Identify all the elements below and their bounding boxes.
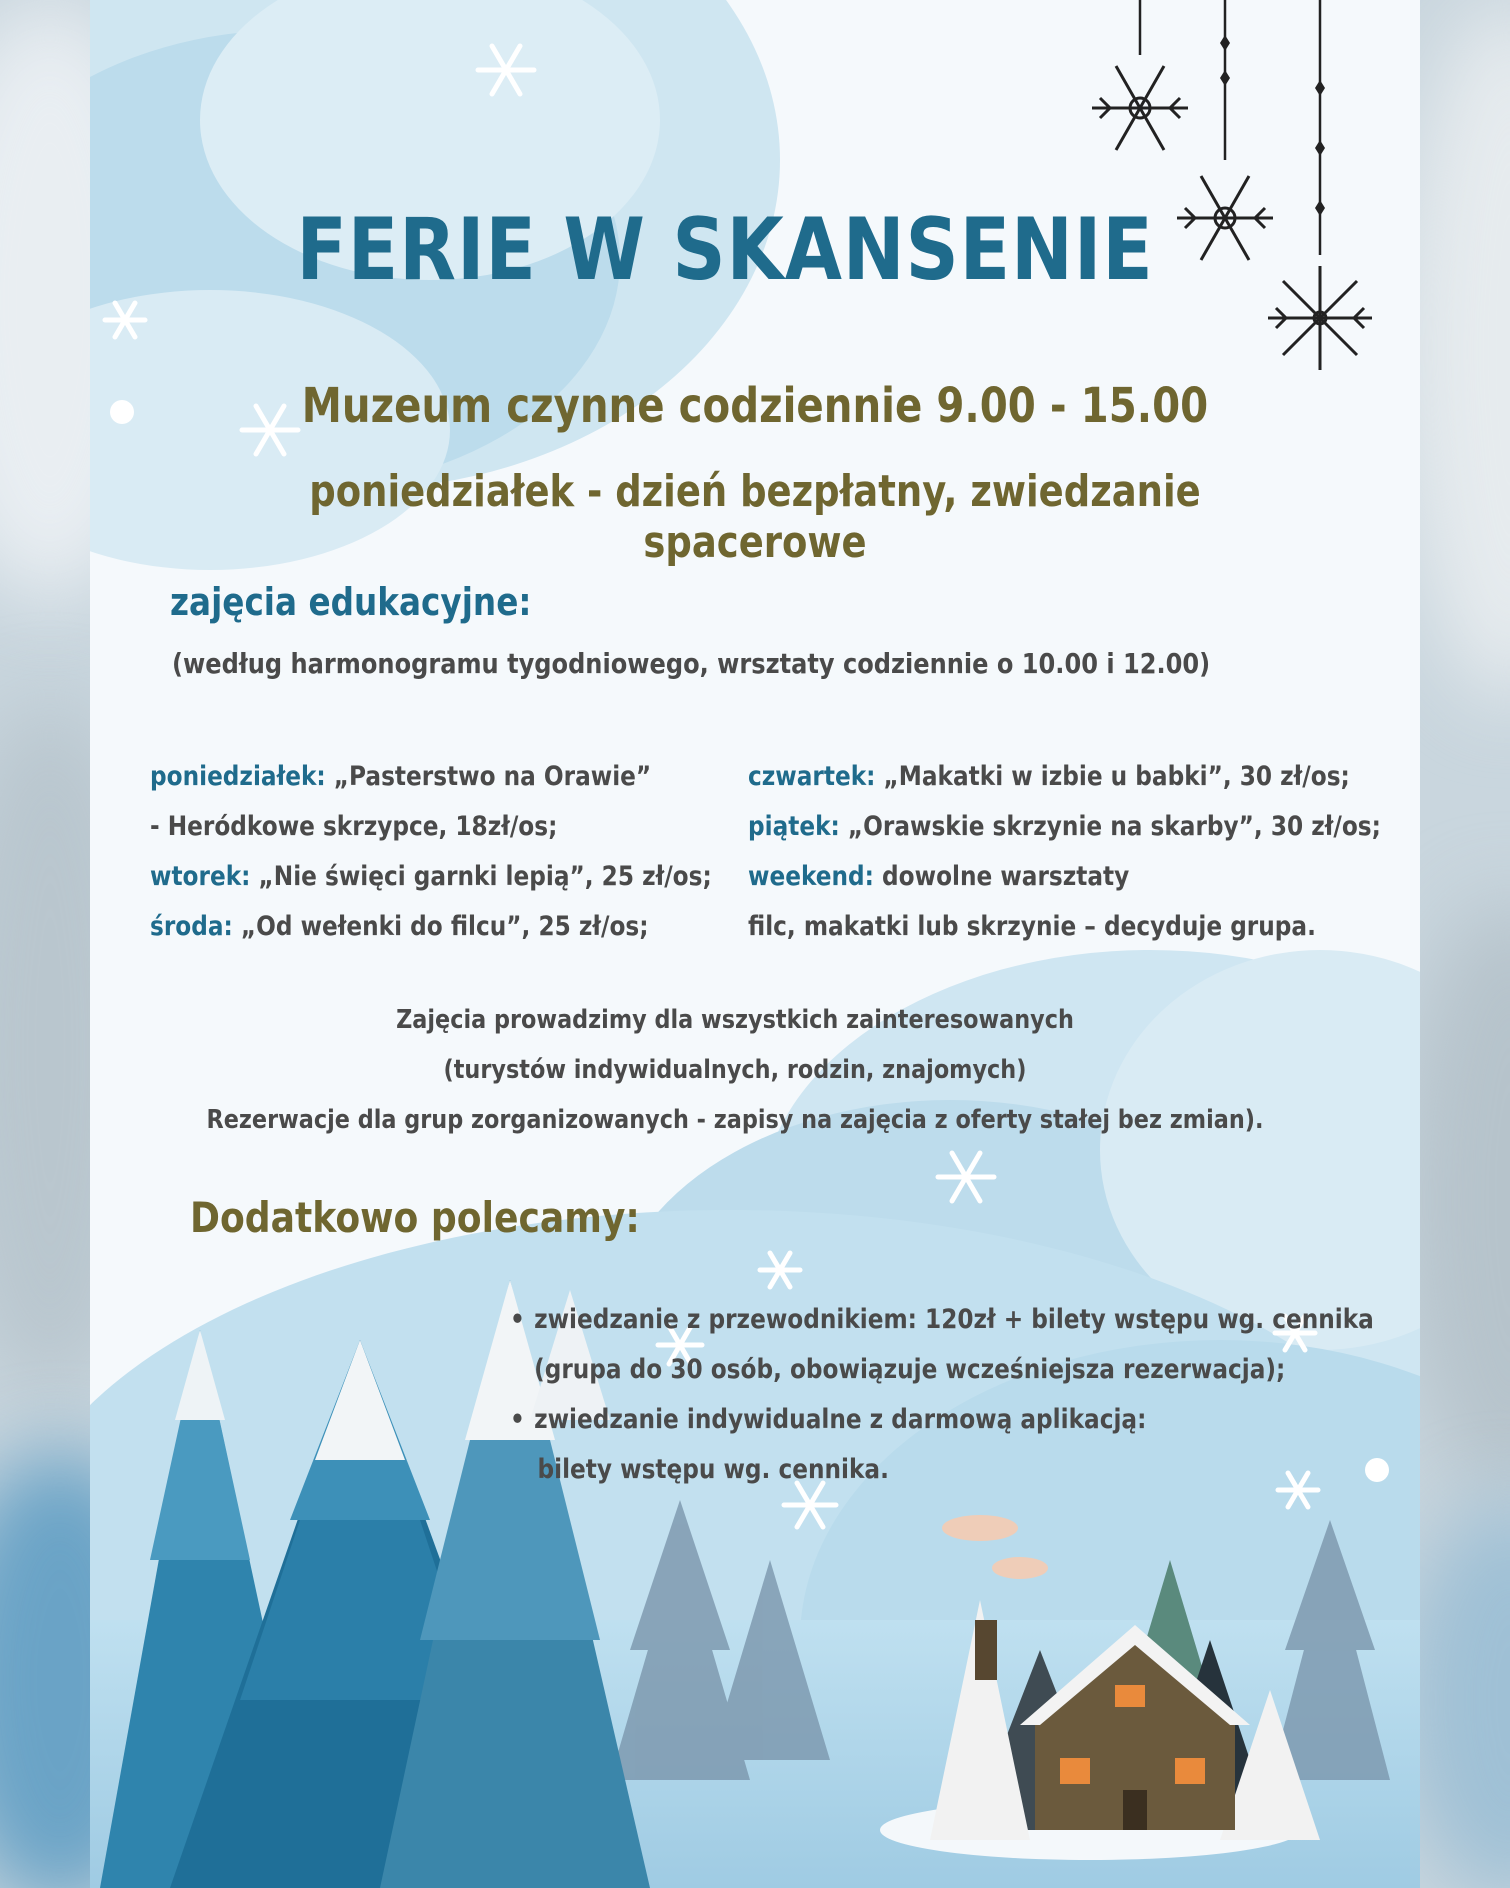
info-block [180,995,1289,1145]
schedule-text: - Heródkowe skrzypce, 18zł/os; [150,811,558,842]
schedule-text: „Makatki w izbie u babki”, 30 zł/os; [875,761,1350,792]
schedule-row [748,852,1381,902]
schedule-row [150,752,712,802]
opening-hours: Muzeum czynne codziennie 9.00 - 15.00 [301,378,1209,434]
schedule-day: środa: [150,911,233,942]
schedule-row [150,902,712,952]
schedule-day: weekend: [748,861,874,892]
schedule-day: poniedziałek: [150,761,326,792]
list-item-continuation: bilety wstępu wg. cennika. [537,1454,889,1485]
info-line: (turystów indywidualnych, rodzin, znajomych) [443,1055,1027,1085]
schedule-text: filc, makatki lub skrzynie – decyduje grupa. [748,911,1316,942]
list-item: • zwiedzanie indywidualne z darmową aplikacją: [510,1395,1374,1445]
schedule-text: dowolne warsztaty [873,861,1130,892]
poster [90,0,1420,1888]
schedule-right-column [748,752,1381,952]
extra-list [510,1295,1374,1495]
extra-heading: Dodatkowo polecamy: [190,1193,640,1242]
info-line: Rezerwacje dla grup zorganizowanych - zapisy na zajęcia z oferty stałej bez zmian). [206,1105,1264,1135]
schedule-day: piątek: [748,811,840,842]
education-note: (według harmonogramu tygodniowego, wrsztaty codziennie o 10.00 i 12.00) [172,647,1211,680]
schedule-text: „Pasterstwo na Orawie” [325,761,652,792]
education-heading: zajęcia edukacyjne: [170,580,532,624]
schedule-day: czwartek: [748,761,876,792]
schedule-text: „Nie święci garnki lepią”, 25 zł/os; [250,861,712,892]
schedule-day: wtorek: [150,861,251,892]
schedule-row [150,852,712,902]
schedule-row [150,802,712,852]
schedule-text: „Orawskie skrzynie na skarby”, 30 zł/os; [839,811,1381,842]
schedule-row [748,752,1381,802]
free-day-info: poniedziałek - dzień bezpłatny, zwiedzanie spacerowe [309,466,1201,568]
schedule-row [748,802,1381,852]
schedule-left-column [150,752,712,952]
list-item: • zwiedzanie z przewodnikiem: 120zł + bilety wstępu wg. cennika [510,1295,1374,1345]
list-item-continuation: (grupa do 30 osób, obowiązuje wcześniejsza rezerwacja); [534,1354,1286,1385]
info-line: Zajęcia prowadzimy dla wszystkich zainteresowanych [396,1005,1074,1035]
schedule-text: „Od wełenki do filcu”, 25 zł/os; [232,911,649,942]
page-title: FERIE W SKANSENIE [296,200,1154,300]
schedule-row [748,902,1381,952]
